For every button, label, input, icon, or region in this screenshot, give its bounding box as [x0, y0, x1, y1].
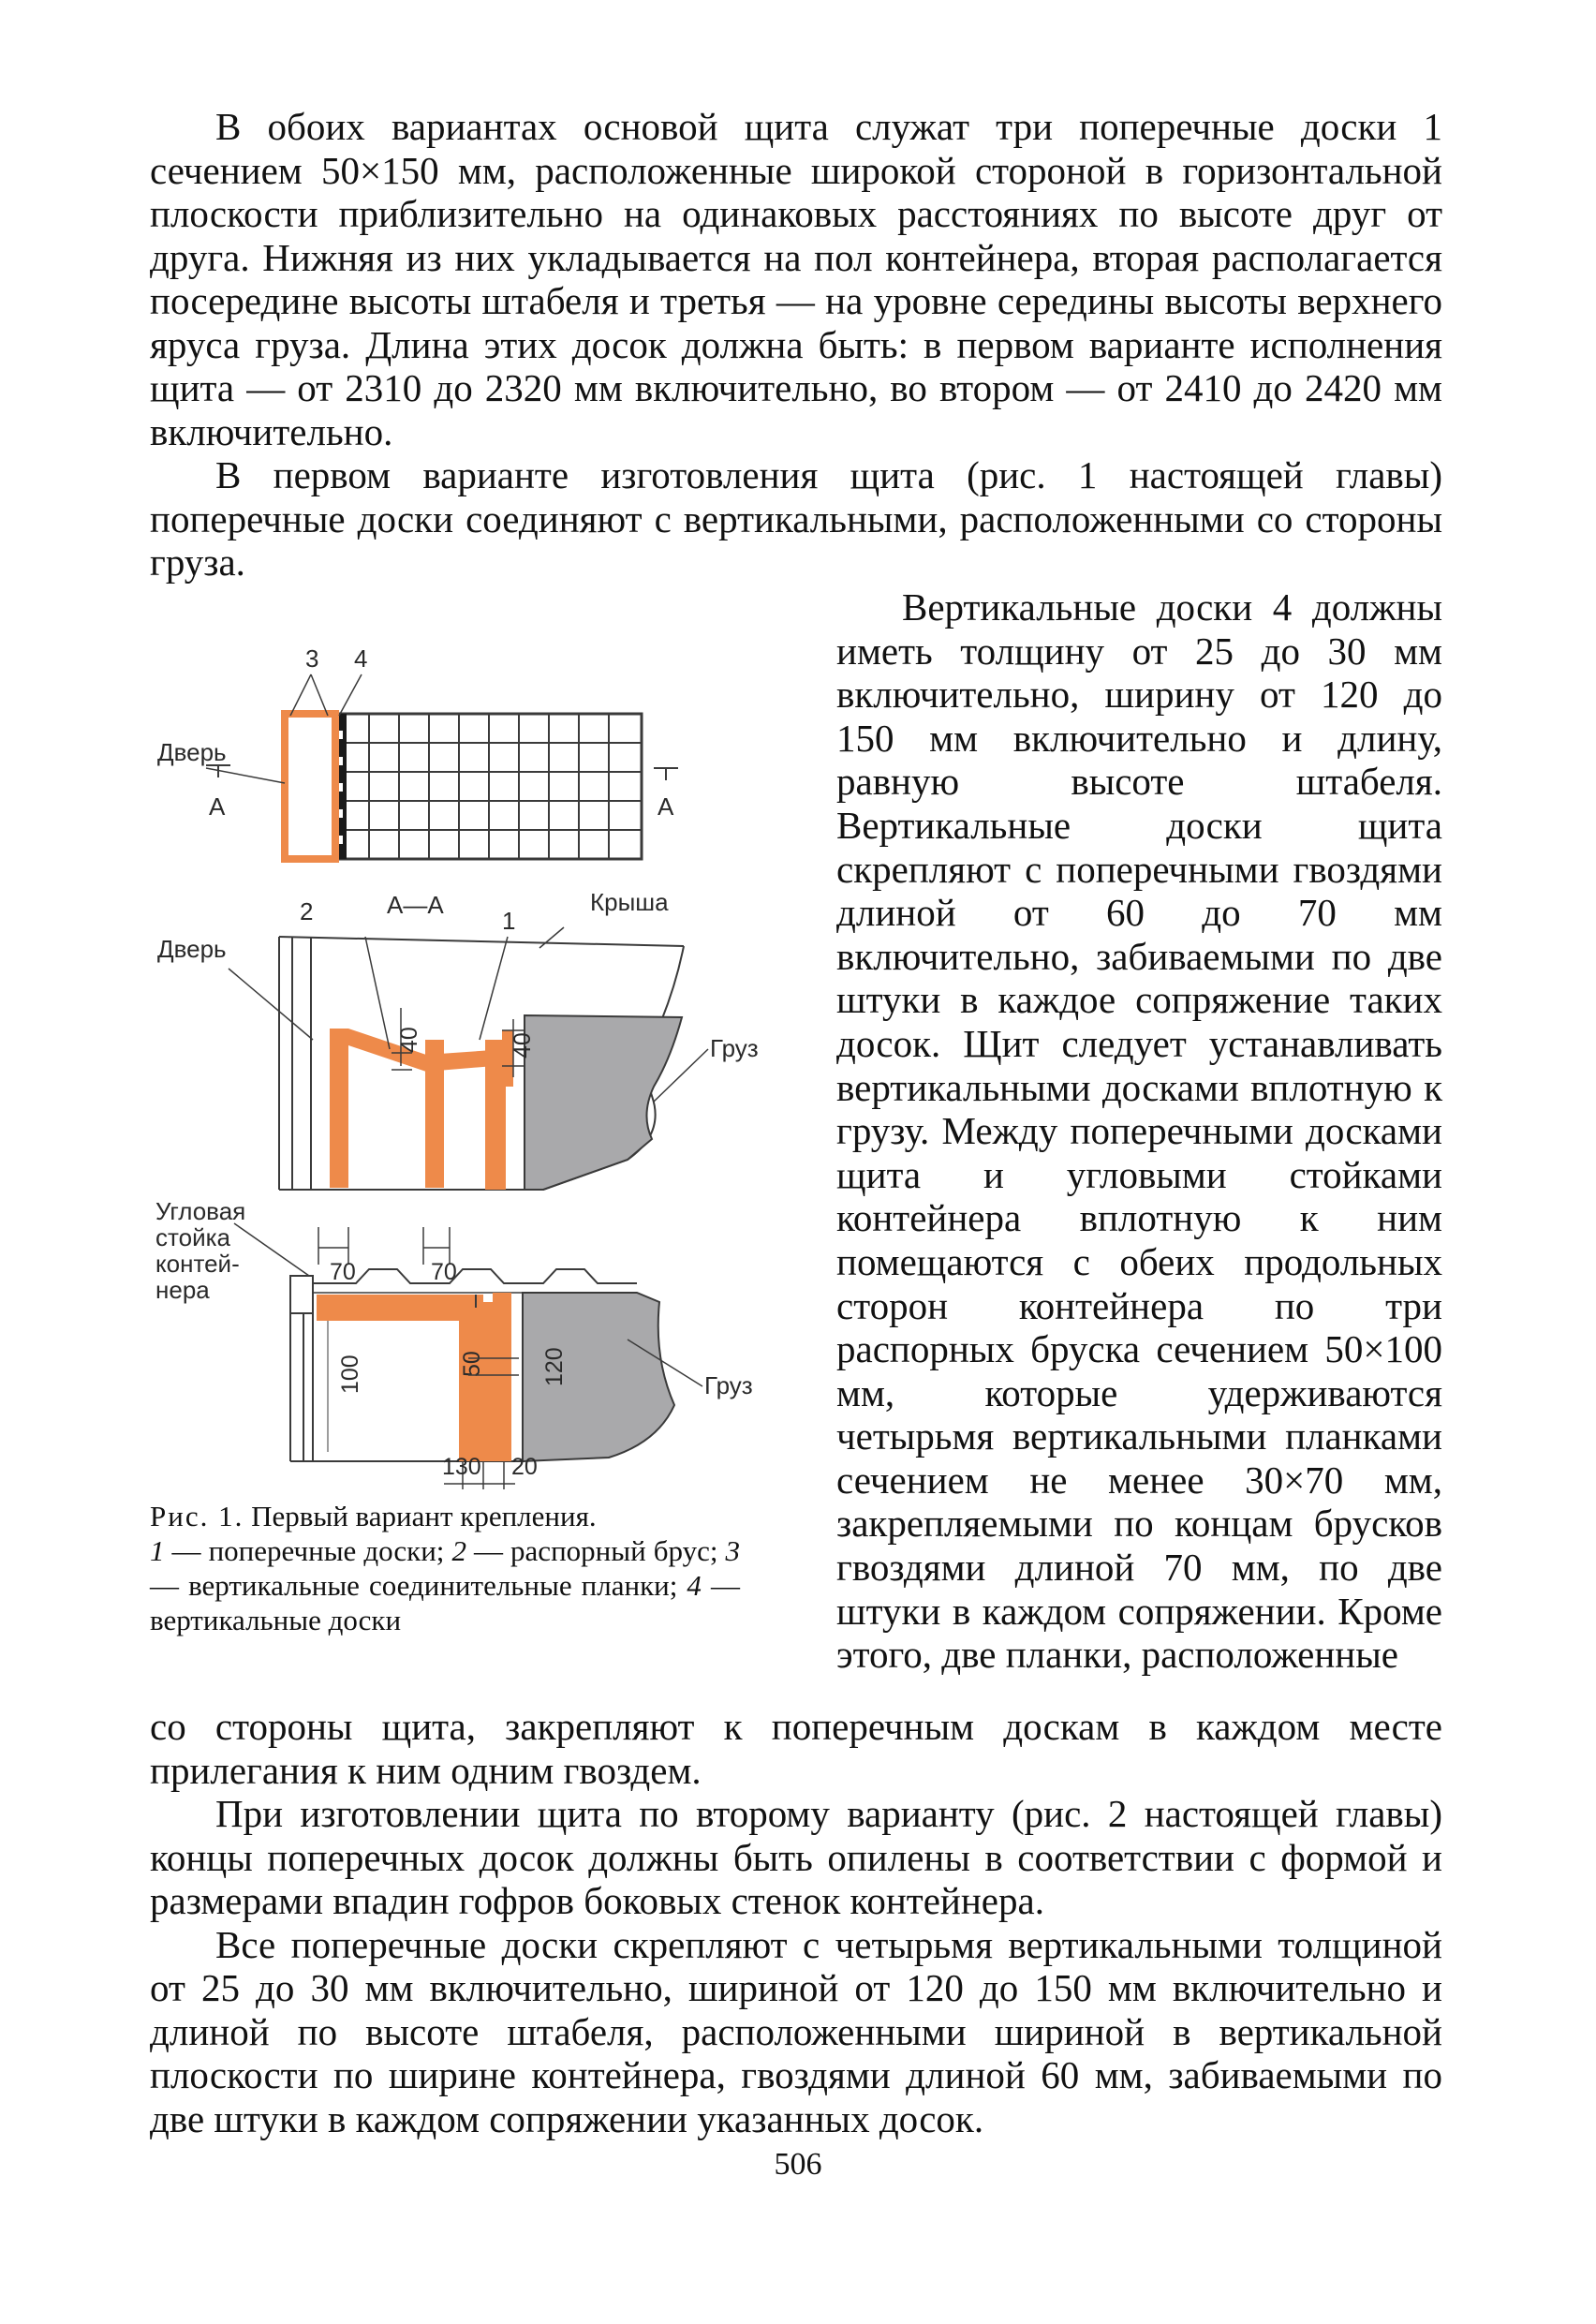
figure-caption: [150, 1499, 740, 1637]
leader-door-mid: [229, 969, 313, 1040]
frame-boards-top: [285, 714, 335, 859]
cross-board-plan: [459, 1302, 493, 1461]
leader-3a: [290, 674, 311, 716]
vertical-board-plan: [493, 1293, 511, 1461]
figure-1: [140, 646, 759, 1489]
paragraph: Вертикальные доски 4 должны иметь толщину от 25 до 30 мм включительно, ширину от 120 до 150 мм включительно и длину, равную высоте штабеля. Вертикальные доски щита скрепляют с поперечными гвоздями длиной от 60 до 70 мм включительно, забиваемыми по две штуки в каждое сопряжение таких досок. Щит следует устанавливать вертикальными досками вплотную к грузу. Между поперечными досками щита и угловыми стойками контейнера вплотную к ним помещаются с обеих продольных сторон контейнера по три распорных бруска сечением 50×100 мм, которые удерживаются четырьмя вертикальными планками сечением не менее 30×70 мм, закрепляемыми по концам брусков гвоздями длиной 70 мм, по две штуки в каждом сопряжении. Кроме этого, две планки, расположенные: [836, 585, 1442, 1677]
dim-40b: 40: [510, 1032, 536, 1058]
paragraph-continuation: со стороны щита, закрепляют к поперечным доскам в каждом месте прилегания к ним одним гвоздем.: [150, 1705, 1442, 1792]
dim-130: 130: [442, 1454, 481, 1480]
corrugated-wall: [313, 1269, 637, 1283]
caption-legend-text: — вертикальные соединительные планки;: [150, 1569, 687, 1602]
vertical-plank: [425, 1040, 444, 1188]
label-cargo-mid: Груз: [710, 1034, 759, 1062]
dim-70a: 70: [330, 1259, 356, 1285]
caption-legend-text: — поперечные доски;: [164, 1534, 452, 1567]
label-a-left: А: [209, 792, 226, 821]
paragraph: При изготовлении щита по второму варианту (рис. 2 настоящей главы) концы поперечных досок должны быть опилены в соответствии с формой и размерами впадин гофров боковых стенок контейнера.: [150, 1792, 1442, 1922]
label-1: 1: [502, 907, 516, 935]
caption-legend-num: 3: [725, 1534, 740, 1567]
plan-view: [155, 1197, 753, 1489]
paragraph: В первом варианте изготовления щита (рис. 1 настоящей главы) поперечные доски соединяют с вертикальными, расположенными со стороны груза.: [150, 453, 1442, 584]
caption-legend-num: 4: [687, 1569, 702, 1602]
label-section: А—А: [387, 891, 444, 919]
label-2: 2: [300, 897, 314, 925]
label-4: 4: [354, 646, 368, 673]
caption-title: Первый вариант крепления.: [244, 1500, 597, 1532]
caption-legend-text: — вертикальные доски: [150, 1569, 740, 1636]
spacer-bar-plan: [317, 1295, 483, 1321]
figure-1-drawing: [140, 646, 759, 1489]
label-cargo-bottom: Груз: [704, 1371, 753, 1399]
label-door-mid: Дверь: [157, 935, 227, 963]
label-roof: Крыша: [590, 888, 669, 916]
top-view: [157, 646, 678, 859]
label-a-right: А: [658, 792, 674, 821]
leader-1: [480, 937, 508, 1040]
label-door-top: Дверь: [157, 738, 227, 766]
dim-70b: 70: [431, 1259, 457, 1285]
paragraph: Все поперечные доски скрепляют с четырьмя вертикальными толщиной от 25 до 30 мм включительно, шириной от 120 до 150 мм включительно и длиной по высоте штабеля, расположенными шириной в вертикальной плоскости по ширине контейнера, гвоздями длиной 60 мм, забиваемыми по две штуки в каждом сопряжении указанных досок.: [150, 1922, 1442, 2140]
page-number: 506: [774, 2147, 822, 2182]
text-block-bottom: [150, 1705, 1442, 2140]
section-view: [157, 888, 759, 1190]
cargo-section: [525, 1015, 682, 1190]
leader-4: [339, 674, 362, 716]
text-block-top: [150, 105, 1442, 585]
label-3: 3: [305, 646, 319, 673]
label-corner-1: Угловая: [155, 1197, 246, 1225]
vertical-board-left: [330, 1029, 348, 1188]
dim-20: 20: [511, 1454, 538, 1480]
caption-legend-num: 2: [451, 1534, 466, 1567]
caption-legend-num: 1: [150, 1534, 165, 1567]
leader-3b: [311, 674, 328, 716]
leader-2: [365, 937, 390, 1049]
cargo-grid-frame: [339, 714, 642, 859]
leader-roof: [539, 927, 564, 948]
label-corner-4: нера: [155, 1276, 210, 1304]
dim-100: 100: [337, 1354, 363, 1394]
label-corner-3: контей-: [155, 1250, 240, 1278]
dim-50: 50: [459, 1351, 485, 1377]
text-block-right: [836, 585, 1442, 1677]
leader-corner: [234, 1223, 309, 1276]
corner-post: [290, 1276, 313, 1313]
label-corner-2: стойка: [155, 1223, 231, 1251]
dim-120: 120: [541, 1347, 568, 1386]
paragraph: В обоих вариантах основой щита служат три поперечные доски 1 сечением 50×150 мм, расположенные широкой стороной в горизонтальной плоскости приблизительно на одинаковых расстояниях по высоте друг от друга. Нижняя из них укладывается на пол контейнера, вторая располагается посередине высоты штабеля и третья — на уровне середины высоты верхнего яруса груза. Длина этих досок должна быть: в первом варианте исполнения щита — от 2310 до 2320 мм включительно, во втором — от 2410 до 2420 мм включительно.: [150, 105, 1442, 453]
caption-figure-ref: Рис. 1.: [150, 1500, 244, 1532]
dim-40a: 40: [396, 1027, 422, 1053]
roof-line: [279, 937, 684, 946]
caption-legend-text: — распорный брус;: [466, 1534, 726, 1567]
